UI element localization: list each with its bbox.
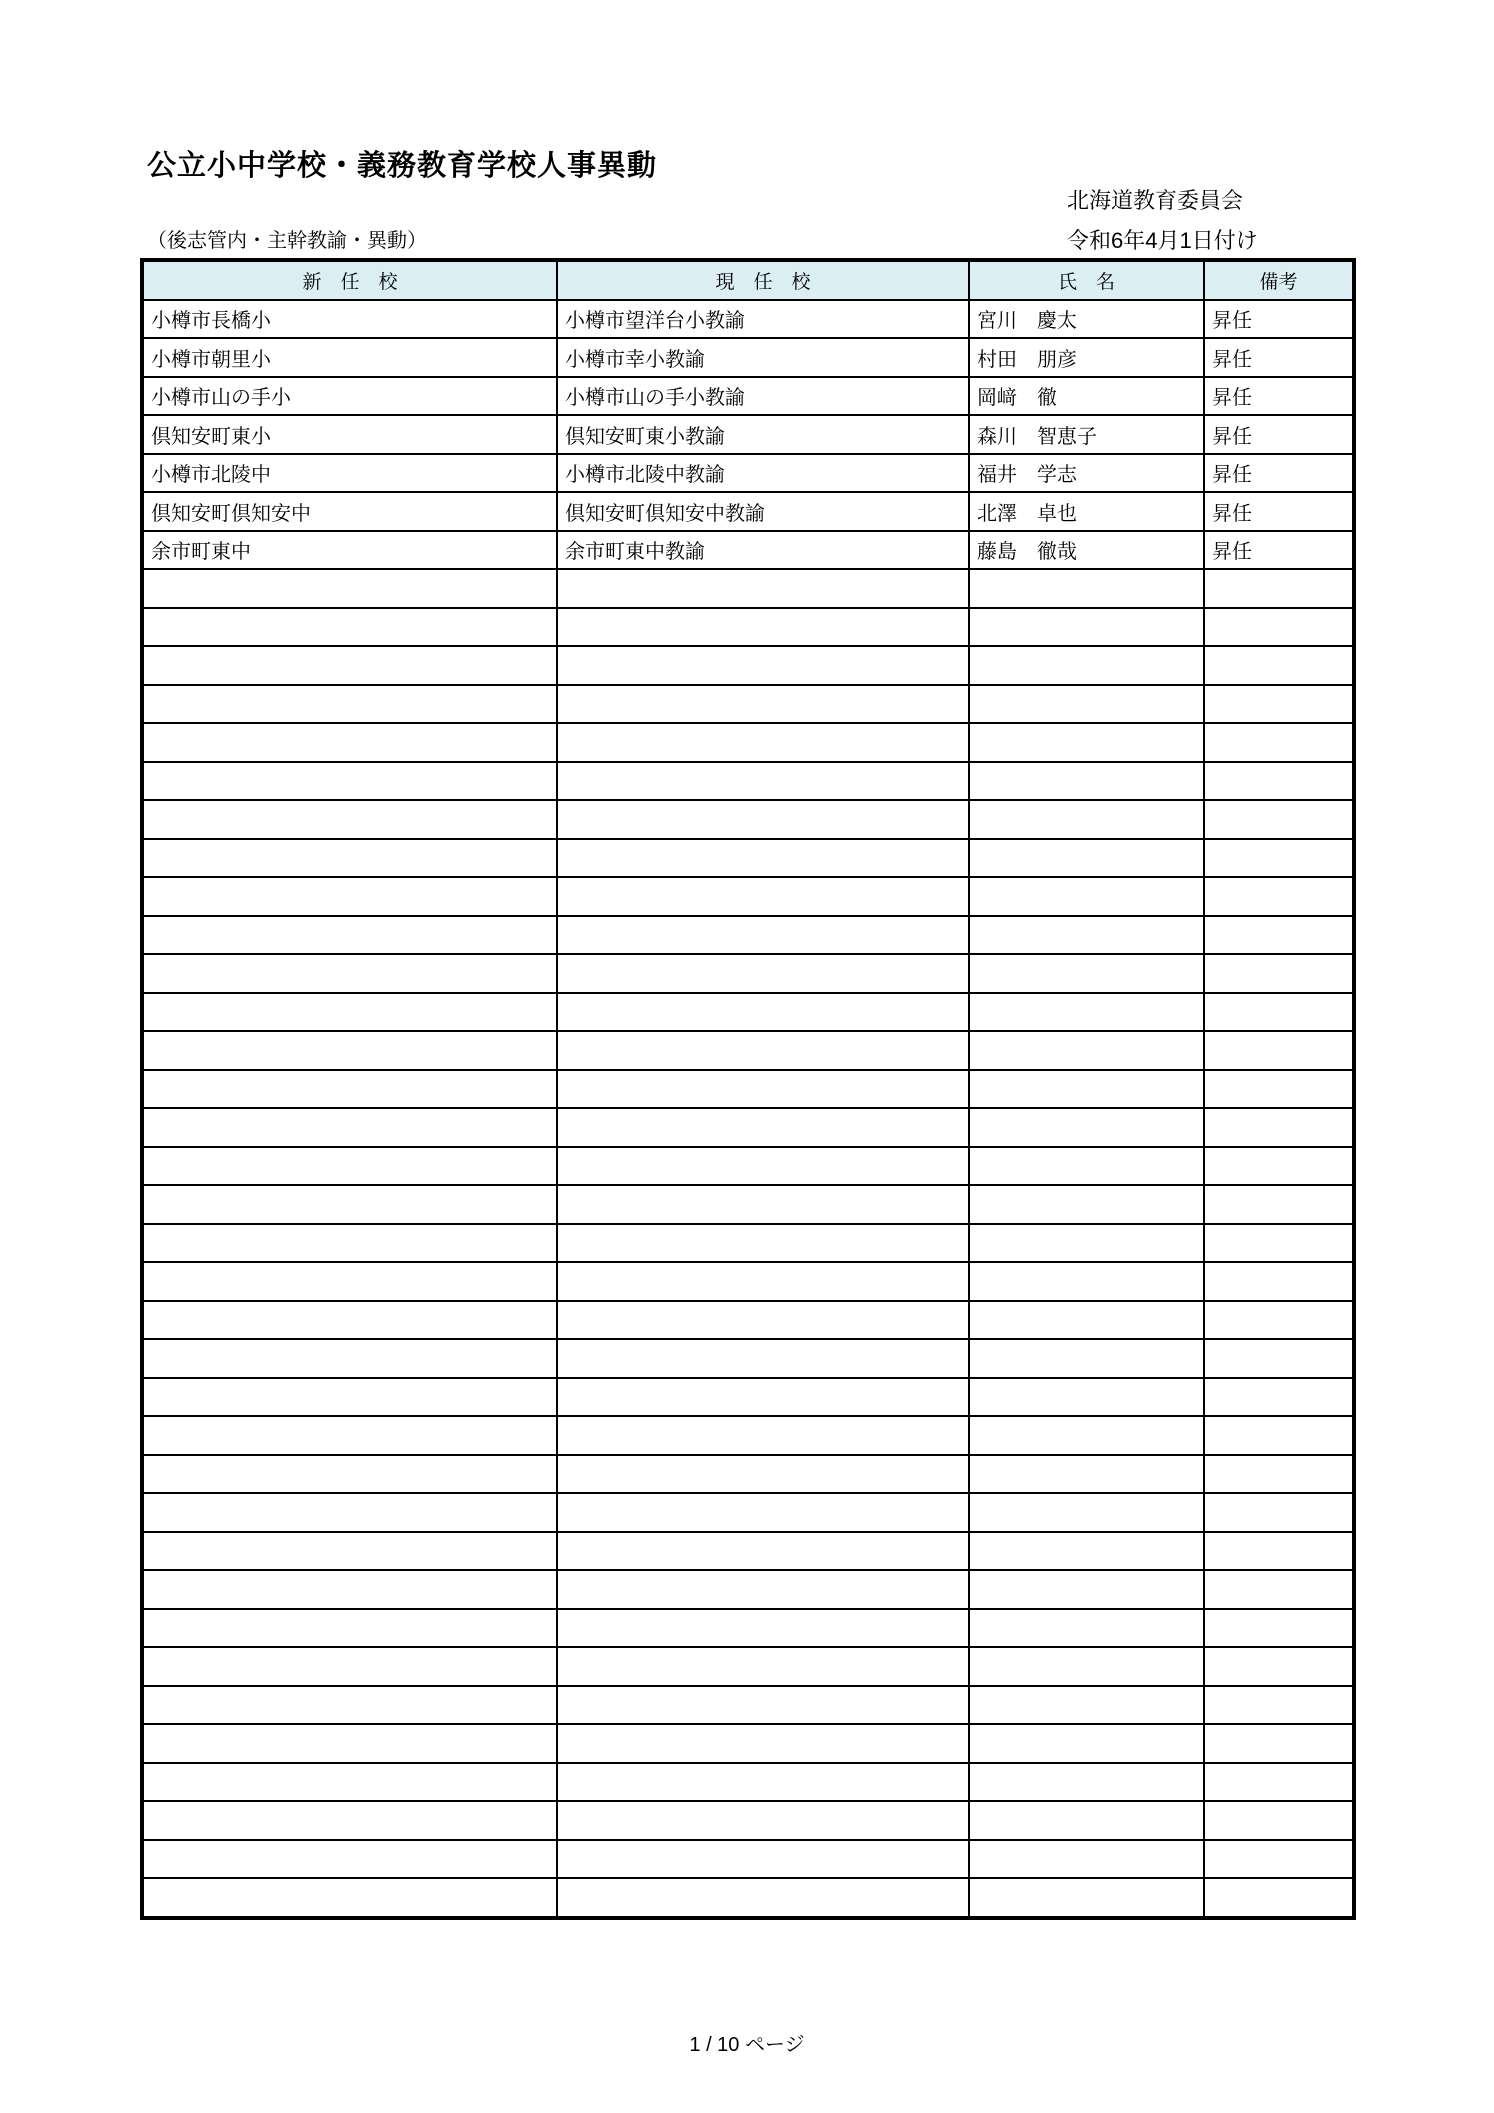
cell-remarks: [1204, 877, 1354, 916]
cell-remarks: [1204, 839, 1354, 878]
table-header-row: [142, 260, 1354, 300]
cell-remarks: [1204, 1840, 1354, 1879]
cell-new-school: [142, 1031, 557, 1070]
effective-date: 令和6年4月1日付け: [1067, 228, 1258, 253]
cell-current-school: [557, 1801, 969, 1840]
cell-new-school: [142, 1570, 557, 1609]
table-row-empty: [142, 954, 1354, 993]
cell-name: [969, 993, 1204, 1032]
table-row: [142, 377, 1354, 416]
cell-current-school: [557, 1840, 969, 1879]
cell-remarks: 昇任: [1204, 492, 1354, 531]
table-row-empty: [142, 1301, 1354, 1340]
cell-name: [969, 1031, 1204, 1070]
cell-new-school: 小樽市北陵中: [142, 454, 557, 493]
cell-new-school: [142, 800, 557, 839]
cell-new-school: 倶知安町倶知安中: [142, 492, 557, 531]
cell-current-school: [557, 1185, 969, 1224]
cell-remarks: [1204, 1532, 1354, 1571]
cell-current-school: [557, 762, 969, 801]
table-row-empty: [142, 1686, 1354, 1725]
cell-current-school: [557, 569, 969, 608]
cell-name: [969, 1493, 1204, 1532]
cell-new-school: [142, 954, 557, 993]
cell-name: [969, 1339, 1204, 1378]
cell-new-school: [142, 685, 557, 724]
cell-remarks: [1204, 1686, 1354, 1725]
cell-new-school: [142, 608, 557, 647]
cell-remarks: [1204, 800, 1354, 839]
cell-current-school: [557, 646, 969, 685]
table-row-empty: [142, 993, 1354, 1032]
cell-current-school: [557, 1609, 969, 1648]
cell-new-school: [142, 1724, 557, 1763]
cell-name: [969, 1070, 1204, 1109]
table-row-empty: [142, 1147, 1354, 1186]
cell-remarks: [1204, 954, 1354, 993]
cell-name: [969, 723, 1204, 762]
table-row-empty: [142, 1031, 1354, 1070]
table-row-empty: [142, 1262, 1354, 1301]
cell-remarks: [1204, 1609, 1354, 1648]
cell-new-school: [142, 1763, 557, 1802]
cell-current-school: [557, 1878, 969, 1918]
cell-new-school: [142, 1801, 557, 1840]
cell-current-school: [557, 608, 969, 647]
cell-name: [969, 1455, 1204, 1494]
cell-remarks: [1204, 1185, 1354, 1224]
cell-new-school: [142, 1686, 557, 1725]
cell-name: [969, 877, 1204, 916]
cell-new-school: [142, 1262, 557, 1301]
cell-current-school: [557, 993, 969, 1032]
cell-name: [969, 839, 1204, 878]
table-row-empty: [142, 1763, 1354, 1802]
cell-current-school: [557, 1070, 969, 1109]
cell-remarks: [1204, 1724, 1354, 1763]
cell-name: 宮川 慶太: [969, 300, 1204, 339]
cell-current-school: 小樽市山の手小教諭: [557, 377, 969, 416]
table-row-empty: [142, 608, 1354, 647]
cell-remarks: 昇任: [1204, 377, 1354, 416]
cell-new-school: [142, 646, 557, 685]
table-row: [142, 492, 1354, 531]
cell-name: [969, 1301, 1204, 1340]
table-row-empty: [142, 839, 1354, 878]
cell-remarks: 昇任: [1204, 338, 1354, 377]
table-row-empty: [142, 1609, 1354, 1648]
table-row-empty: [142, 1840, 1354, 1879]
cell-current-school: [557, 1108, 969, 1147]
page-title: 公立小中学校・義務教育学校人事異動: [147, 150, 658, 182]
table-row-empty: [142, 1801, 1354, 1840]
cell-name: [969, 1840, 1204, 1879]
cell-name: 村田 朋彦: [969, 338, 1204, 377]
cell-current-school: [557, 1724, 969, 1763]
cell-name: [969, 1378, 1204, 1417]
cell-new-school: [142, 1147, 557, 1186]
cell-current-school: [557, 685, 969, 724]
cell-name: 北澤 卓也: [969, 492, 1204, 531]
cell-remarks: [1204, 1108, 1354, 1147]
cell-new-school: 倶知安町東小: [142, 415, 557, 454]
cell-new-school: 余市町東中: [142, 531, 557, 570]
table-row-empty: [142, 1416, 1354, 1455]
column-header-new-school: 新 任 校: [142, 260, 557, 300]
cell-current-school: [557, 1455, 969, 1494]
cell-new-school: [142, 1339, 557, 1378]
cell-new-school: [142, 877, 557, 916]
cell-remarks: [1204, 762, 1354, 801]
cell-name: [969, 1416, 1204, 1455]
cell-remarks: [1204, 1878, 1354, 1918]
cell-current-school: [557, 1686, 969, 1725]
table-row: [142, 338, 1354, 377]
table-row-empty: [142, 1647, 1354, 1686]
cell-new-school: 小樽市朝里小: [142, 338, 557, 377]
cell-name: [969, 1686, 1204, 1725]
table-row-empty: [142, 1532, 1354, 1571]
report-scope-subtitle: （後志管内・主幹教諭・異動）: [147, 230, 427, 252]
cell-new-school: [142, 1378, 557, 1417]
cell-new-school: [142, 916, 557, 955]
table-row-empty: [142, 800, 1354, 839]
cell-current-school: [557, 1339, 969, 1378]
cell-remarks: [1204, 723, 1354, 762]
cell-remarks: 昇任: [1204, 454, 1354, 493]
cell-current-school: [557, 1262, 969, 1301]
table-row-empty: [142, 723, 1354, 762]
cell-new-school: [142, 569, 557, 608]
cell-current-school: [557, 1416, 969, 1455]
cell-name: [969, 1609, 1204, 1648]
cell-new-school: [142, 1493, 557, 1532]
cell-current-school: [557, 954, 969, 993]
cell-remarks: [1204, 608, 1354, 647]
cell-current-school: 倶知安町東小教諭: [557, 415, 969, 454]
cell-name: [969, 685, 1204, 724]
cell-name: [969, 1878, 1204, 1918]
cell-current-school: [557, 1378, 969, 1417]
cell-current-school: [557, 1224, 969, 1263]
cell-current-school: [557, 1301, 969, 1340]
cell-new-school: [142, 1647, 557, 1686]
column-header-name: 氏 名: [969, 260, 1204, 300]
table-row-empty: [142, 1570, 1354, 1609]
cell-remarks: 昇任: [1204, 300, 1354, 339]
cell-new-school: [142, 1416, 557, 1455]
cell-current-school: [557, 916, 969, 955]
cell-name: [969, 1647, 1204, 1686]
cell-remarks: [1204, 1224, 1354, 1263]
cell-new-school: [142, 1609, 557, 1648]
column-header-current-school: 現 任 校: [557, 260, 969, 300]
cell-name: [969, 1108, 1204, 1147]
cell-remarks: [1204, 1416, 1354, 1455]
cell-remarks: [1204, 1493, 1354, 1532]
cell-remarks: 昇任: [1204, 531, 1354, 570]
table-row-empty: [142, 1724, 1354, 1763]
cell-current-school: [557, 1532, 969, 1571]
cell-current-school: [557, 723, 969, 762]
cell-new-school: [142, 1185, 557, 1224]
cell-remarks: [1204, 916, 1354, 955]
cell-remarks: [1204, 1301, 1354, 1340]
cell-remarks: [1204, 1070, 1354, 1109]
cell-name: 岡﨑 徹: [969, 377, 1204, 416]
cell-name: [969, 1185, 1204, 1224]
cell-name: [969, 954, 1204, 993]
cell-name: 藤島 徹哉: [969, 531, 1204, 570]
cell-new-school: [142, 1108, 557, 1147]
cell-name: [969, 1763, 1204, 1802]
cell-new-school: 小樽市山の手小: [142, 377, 557, 416]
cell-remarks: [1204, 1455, 1354, 1494]
cell-name: [969, 1532, 1204, 1571]
cell-current-school: [557, 1647, 969, 1686]
cell-new-school: [142, 1532, 557, 1571]
cell-new-school: [142, 1878, 557, 1918]
column-header-remarks: 備考: [1204, 260, 1354, 300]
cell-current-school: [557, 1570, 969, 1609]
table-row-empty: [142, 1185, 1354, 1224]
cell-remarks: [1204, 569, 1354, 608]
cell-name: [969, 1224, 1204, 1263]
cell-remarks: [1204, 1262, 1354, 1301]
cell-name: [969, 916, 1204, 955]
cell-new-school: [142, 1455, 557, 1494]
cell-new-school: [142, 1301, 557, 1340]
table-row-empty: [142, 685, 1354, 724]
cell-new-school: [142, 1070, 557, 1109]
cell-name: 森川 智恵子: [969, 415, 1204, 454]
cell-remarks: [1204, 993, 1354, 1032]
table-row-empty: [142, 1070, 1354, 1109]
cell-current-school: 小樽市幸小教諭: [557, 338, 969, 377]
cell-name: [969, 608, 1204, 647]
table-row-empty: [142, 1455, 1354, 1494]
cell-remarks: [1204, 685, 1354, 724]
table-row-empty: [142, 1339, 1354, 1378]
cell-remarks: [1204, 1147, 1354, 1186]
table-row-empty: [142, 1224, 1354, 1263]
cell-remarks: 昇任: [1204, 415, 1354, 454]
cell-name: [969, 1262, 1204, 1301]
table-row-empty: [142, 1378, 1354, 1417]
cell-name: [969, 1801, 1204, 1840]
table-row: [142, 454, 1354, 493]
cell-remarks: [1204, 1031, 1354, 1070]
cell-new-school: [142, 839, 557, 878]
cell-remarks: [1204, 1570, 1354, 1609]
table-row-empty: [142, 569, 1354, 608]
cell-name: [969, 762, 1204, 801]
cell-name: 福井 学志: [969, 454, 1204, 493]
table-row: [142, 415, 1354, 454]
cell-remarks: [1204, 1801, 1354, 1840]
cell-name: [969, 569, 1204, 608]
cell-current-school: [557, 1493, 969, 1532]
cell-current-school: [557, 877, 969, 916]
cell-name: [969, 1147, 1204, 1186]
table-row-empty: [142, 916, 1354, 955]
cell-new-school: [142, 993, 557, 1032]
cell-current-school: [557, 1763, 969, 1802]
table-row-empty: [142, 1878, 1354, 1918]
organization-name: 北海道教育委員会: [1067, 188, 1244, 213]
personnel-table: [140, 258, 1356, 1920]
cell-new-school: [142, 723, 557, 762]
cell-new-school: [142, 762, 557, 801]
table-row: [142, 531, 1354, 570]
table-row-empty: [142, 1493, 1354, 1532]
cell-remarks: [1204, 1647, 1354, 1686]
cell-current-school: 小樽市望洋台小教諭: [557, 300, 969, 339]
cell-name: [969, 1724, 1204, 1763]
table-row-empty: [142, 762, 1354, 801]
cell-current-school: 小樽市北陵中教諭: [557, 454, 969, 493]
cell-remarks: [1204, 1763, 1354, 1802]
cell-current-school: [557, 839, 969, 878]
cell-current-school: 倶知安町倶知安中教諭: [557, 492, 969, 531]
cell-name: [969, 646, 1204, 685]
cell-current-school: [557, 1031, 969, 1070]
cell-remarks: [1204, 1378, 1354, 1417]
cell-remarks: [1204, 646, 1354, 685]
footer-page-number: 1 / 10 ページ: [689, 2034, 805, 2056]
cell-current-school: [557, 1147, 969, 1186]
table-row-empty: [142, 1108, 1354, 1147]
table-row-empty: [142, 646, 1354, 685]
cell-new-school: [142, 1840, 557, 1879]
cell-new-school: 小樽市長橋小: [142, 300, 557, 339]
cell-current-school: [557, 800, 969, 839]
cell-name: [969, 1570, 1204, 1609]
cell-current-school: 余市町東中教諭: [557, 531, 969, 570]
table-row-empty: [142, 877, 1354, 916]
cell-name: [969, 800, 1204, 839]
table-row: [142, 300, 1354, 339]
cell-remarks: [1204, 1339, 1354, 1378]
cell-new-school: [142, 1224, 557, 1263]
personnel-table-body: [142, 300, 1354, 1918]
